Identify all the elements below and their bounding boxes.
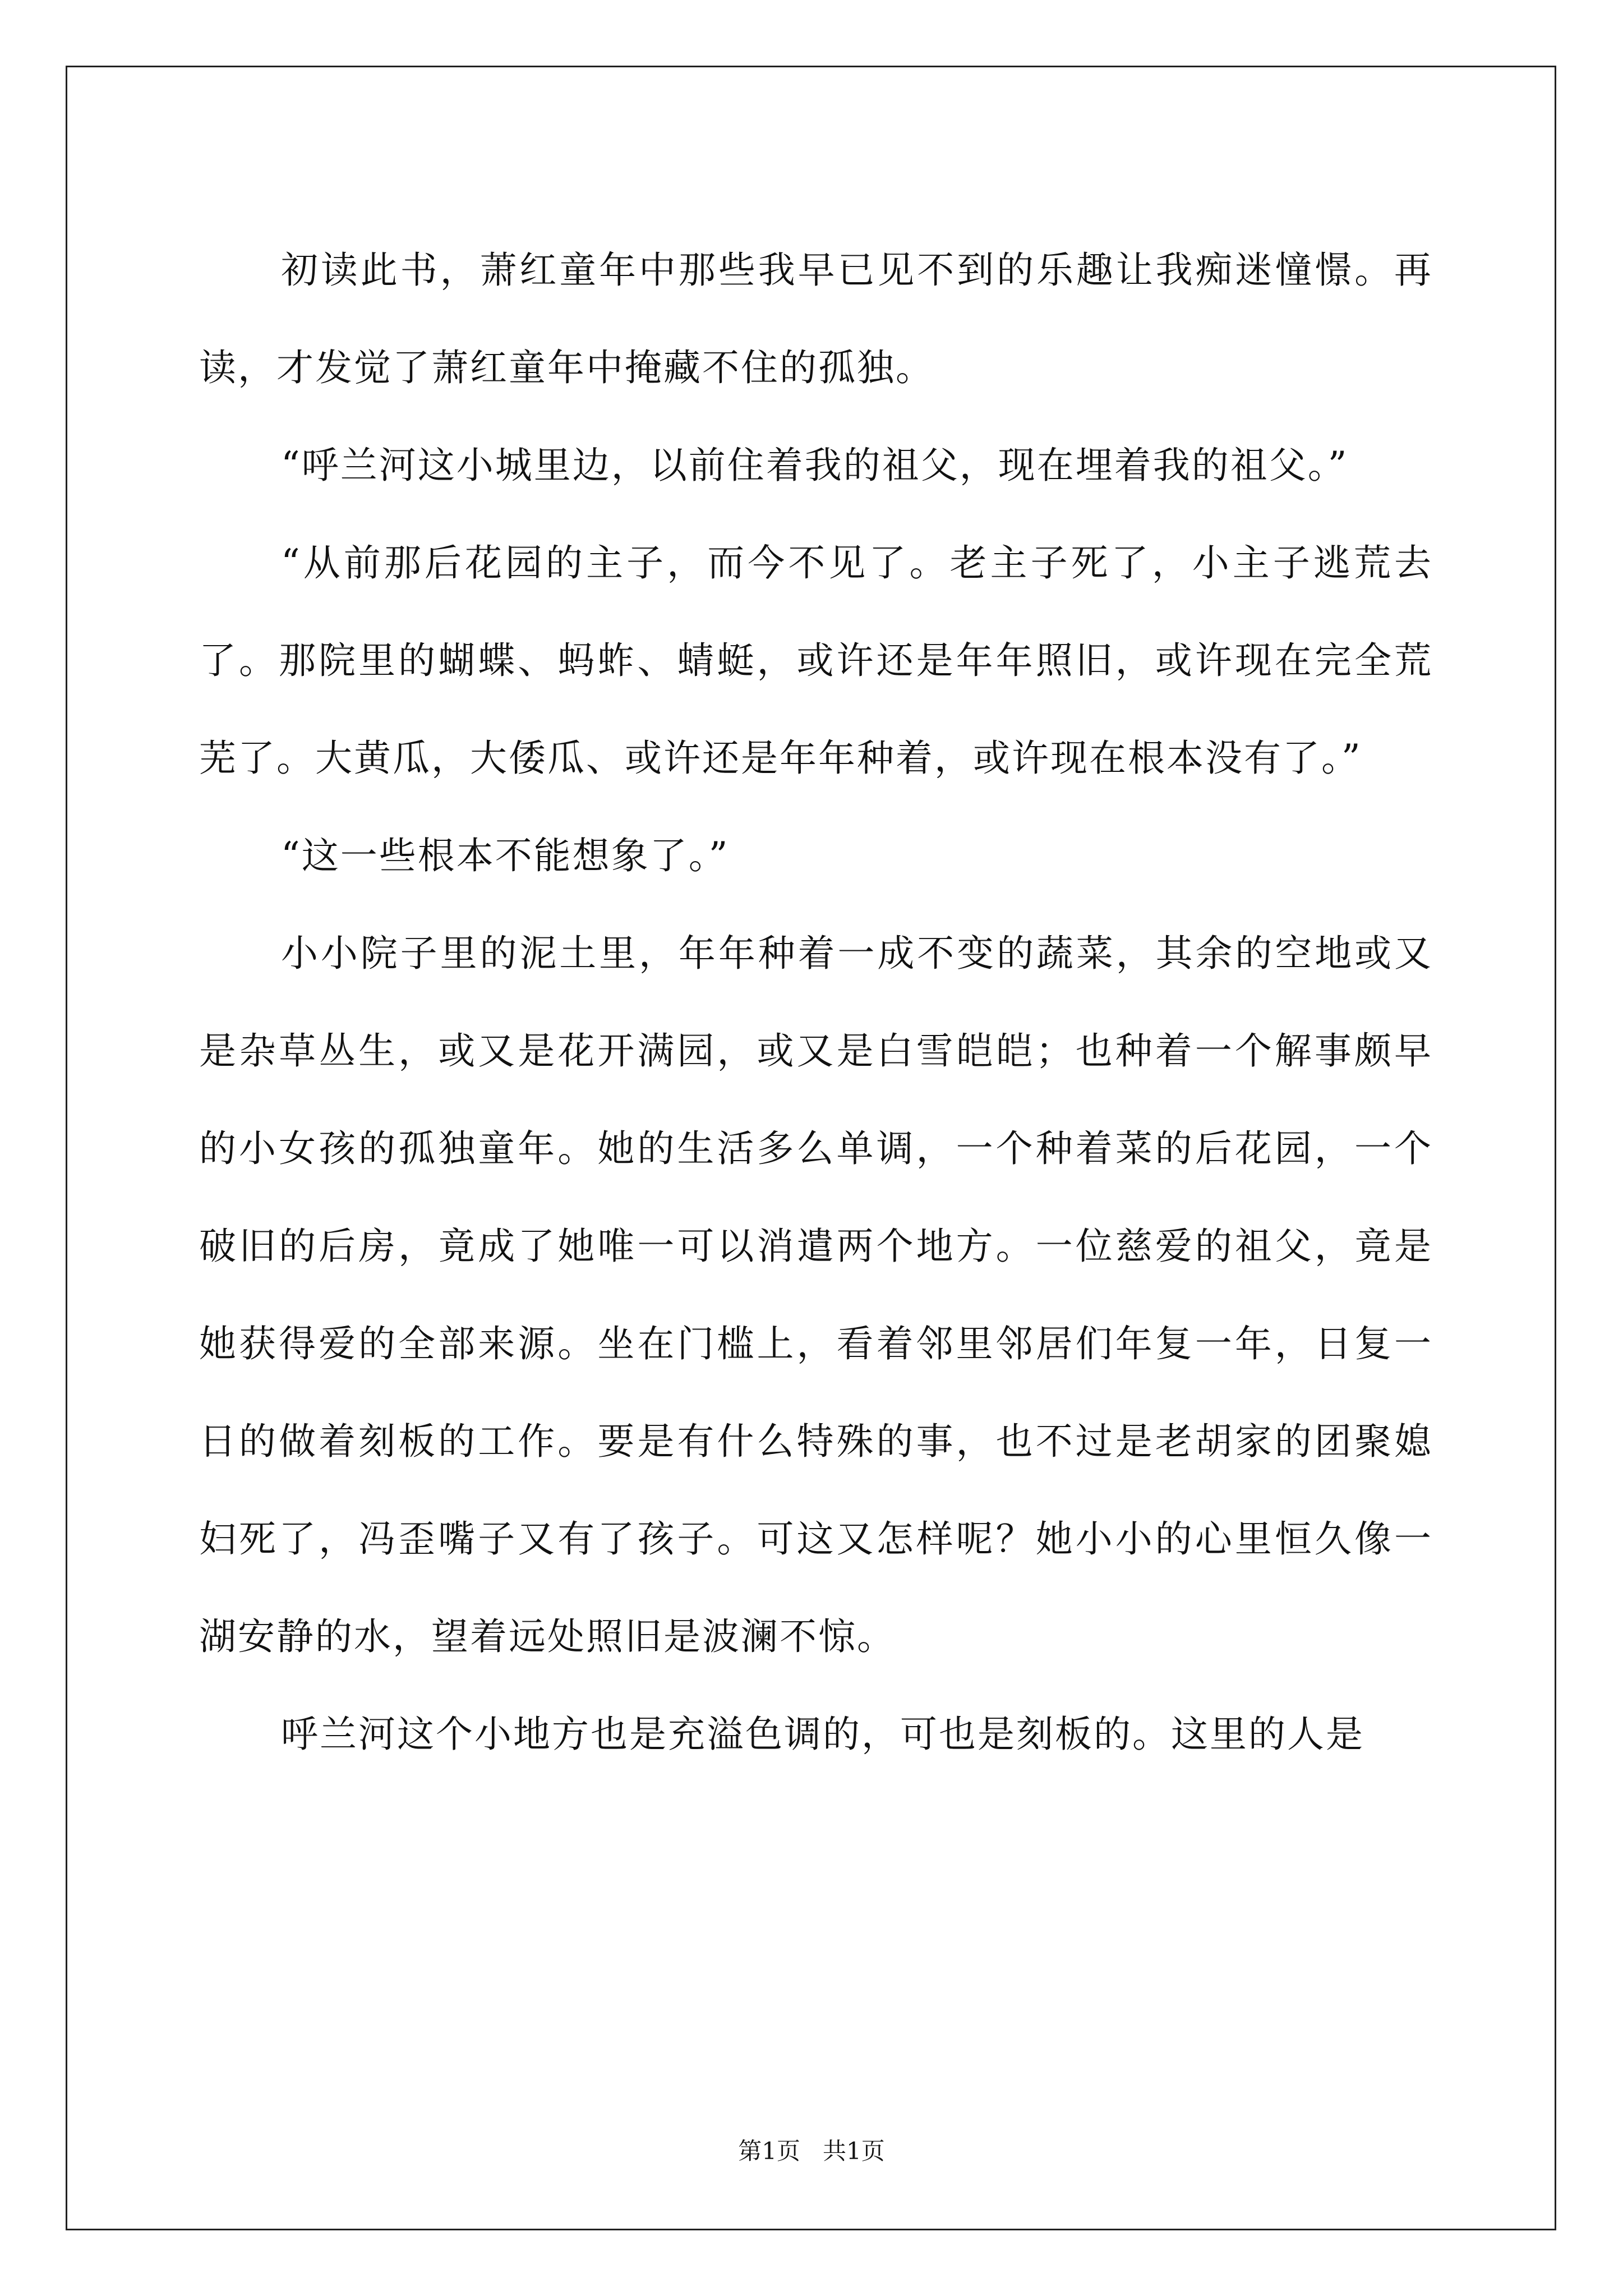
document-body bbox=[199, 222, 1433, 1783]
paragraph: “从前那后花园的主子，而今不见了。老主子死了，小主子逃荒去了。那院里的蝴蝶、蚂蚱、蜻蜓，或许还是年年照旧，或许现在完全荒芜了。大黄瓜，大倭瓜、或许还是年年种着，或许现在根本没有了。” bbox=[199, 541, 1433, 780]
paragraph: 呼兰河这个小地方也是充溢色调的，可也是刻板的。这里的人是 bbox=[281, 1713, 1364, 1756]
paragraph: 初读此书，萧红童年中那些我早已见不到的乐趣让我痴迷憧憬。再读，才发觉了萧红童年中掩藏不住的孤独。 bbox=[199, 249, 1433, 389]
paragraph: “呼兰河这小城里边，以前住着我的祖父，现在埋着我的祖父。” bbox=[281, 444, 1349, 487]
paragraph: 小小院子里的泥土里，年年种着一成不变的蔬菜，其余的空地或又是杂草丛生，或又是花开满园，或又是白雪皑皑；也种着一个解事颇早的小女孩的孤独童年。她的生活多么单调，一个种着菜的后花园，一个破旧的后房，竟成了她唯一可以消遣两个地方。一位慈爱的祖父，竟是她获得爱的全部来源。坐在门槛上，看着邻里邻居们年复一年，日复一日的做着刻板的工作。要是有什么特殊的事，也不过是老胡家的团聚媳妇死了，冯歪嘴子又有了孩子。可这又怎样呢？她小小的心里恒久像一湖安静的水，望着远处照旧是波澜不惊。 bbox=[199, 932, 1433, 1658]
page-footer: 第1页 共1页 bbox=[738, 2137, 885, 2165]
paragraph: “这一些根本不能想象了。” bbox=[281, 834, 730, 877]
